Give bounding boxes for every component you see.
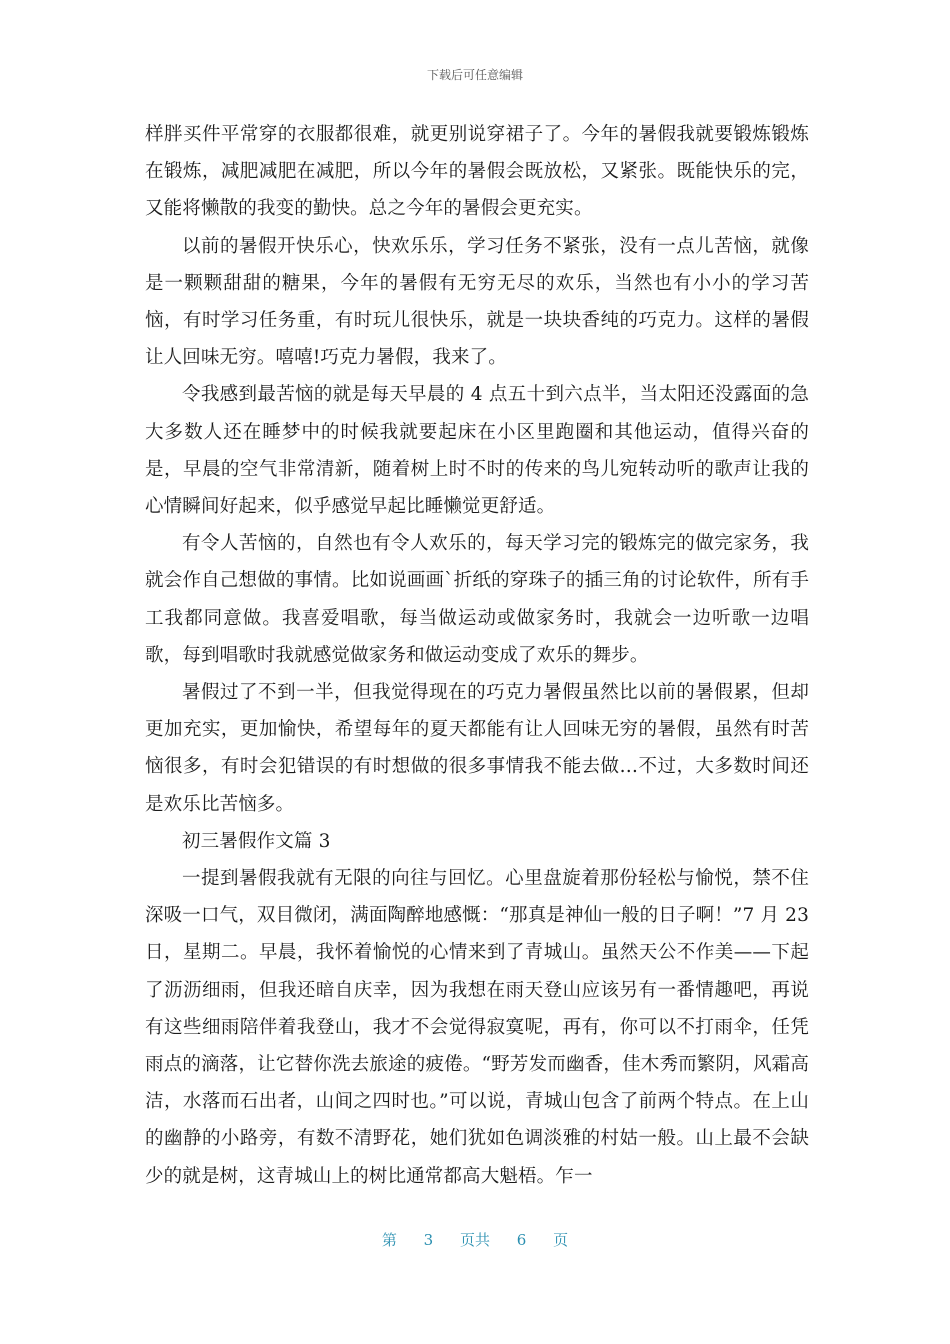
footer-label: 页: [553, 1231, 569, 1249]
paragraph: 暑假过了不到一半，但我觉得现在的巧克力暑假虽然比以前的暑假累，但却更加充实，更加愉快，希望每年的夏天都能有让人回味无穷的暑假，虽然有时苦恼很多，有时会犯错误的有时想做的很多事情我不能去做…不过，大多数时间还是欢乐比苦恼多。: [145, 682, 809, 815]
paragraph: 有令人苦恼的，自然也有令人欢乐的，每天学习完的锻炼完的做完家务，我就会作自己想做的事情。比如说画画`折纸的穿珠子的插三角的讨论软件，所有手工我都同意做。我喜爱唱歌，每当做运动或做家务时，我就会一边听歌一边唱歌，每到唱歌时我就感觉做家务和做运动变成了欢乐的舞步。: [145, 533, 809, 666]
paragraph: 一提到暑假我就有无限的向往与回忆。心里盘旋着那份轻松与愉悦，禁不住深吸一口气，双目微闭，满面陶醉地感慨：“那真是神仙一般的日子啊！”7 月 23 日，星期二。早晨，我怀着愉悦的心情来到了青城山。虽然天公不作美——下起了沥沥细雨，但我还暗自庆幸，因为我想在雨天登山应该另有一番情趣吧，再说有这些细雨陪伴着我登山，我才不会觉得寂寞呢，再有，你可以不打雨伞，任凭雨点的滴落，让它替你洗去旅途的疲倦。“野芳发而幽香，佳木秀而繁阴，风霜高洁，水落而石出者，山间之四时也。”可以说，青城山包含了前两个特点。在上山的幽静的小路旁，有数不清野花，她们犹如色调淡雅的村姑一般。山上最不会缺少的就是树，这青城山上的树比通常都高大魁梧。乍一: [145, 868, 809, 1187]
page-footer: [0, 1229, 950, 1250]
footer-label: 第: [381, 1231, 397, 1249]
section-heading: 初三暑假作文篇 3: [182, 830, 331, 852]
paragraph: 令我感到最苦恼的就是每天早晨的 4 点五十到六点半，当太阳还没露面的急大多数人还在睡梦中的时候我就要起床在小区里跑圈和其他运动，值得兴奋的是，早晨的空气非常清新，随着树上时不时的传来的鸟儿宛转动听的歌声让我的心情瞬间好起来，似乎感觉早起比睡懒觉更舒适。: [145, 384, 809, 518]
page-header: 下载后可任意编辑: [426, 68, 523, 82]
footer-label: 页共: [459, 1231, 490, 1249]
paragraph-continued: 样胖买件平常穿的衣服都很难，就更别说穿裙子了。今年的暑假我就要锻炼锻炼在锻炼，减肥减肥在减肥，所以今年的暑假会既放松，又紧张。既能快乐的完，又能将懒散的我变的勤快。总之今年的暑假会更充实。: [145, 124, 809, 220]
paragraph: 以前的暑假开快乐心，快欢乐乐，学习任务不紧张，没有一点儿苦恼，就像是一颗颗甜甜的糖果，今年的暑假有无穷无尽的欢乐，当然也有小小的学习苦恼，有时学习任务重，有时玩儿很快乐，就是一块块香纯的巧克力。这样的暑假让人回味无穷。嘻嘻!巧克力暑假，我来了。: [145, 235, 809, 369]
page-number: 3: [423, 1231, 434, 1249]
document-body: [145, 116, 809, 1195]
total-pages: 6: [516, 1231, 527, 1249]
